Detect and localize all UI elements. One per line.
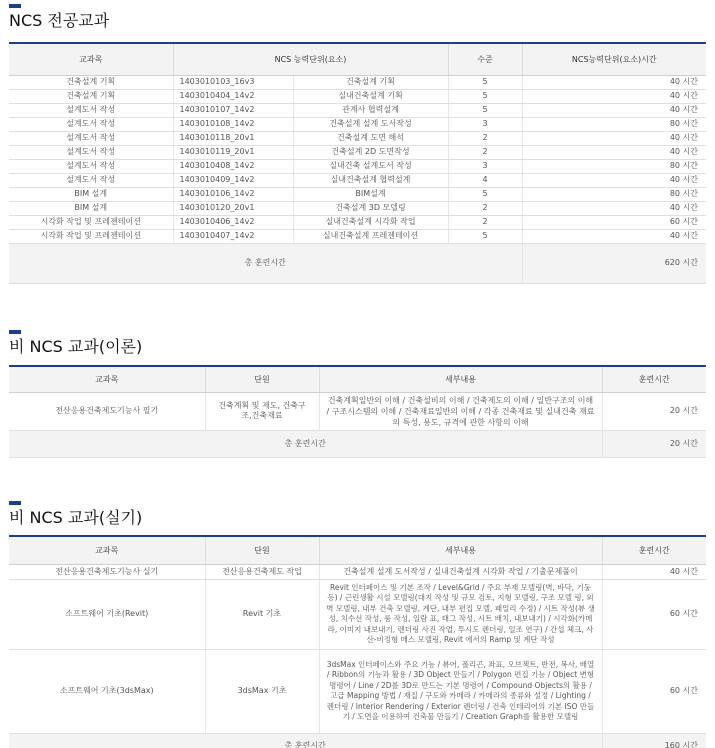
header-content: 세부내용 <box>319 536 602 564</box>
cell-subject: BIM 설계 <box>9 201 173 215</box>
cell-level: 4 <box>448 173 522 187</box>
table-row <box>9 117 706 131</box>
header-subject: 교과목 <box>9 536 205 564</box>
cell-content: Revit 인터페이스 및 기본 조작 / Level&Grid / 주요 부재 모델링(벽, 바닥, 기둥 등) / 근린생활 시설 모델링(대지 작성 및 규모 검토, 지형 모델링, 구조 모델 링, 외벽 모델링, 내부 건축 모델링, 계단, 내부 편집 모델, 패밀리 수정) / 시트 작성(뷰 생성, 치수선 작성, 룸 작성, 일람 표, 태그 작성, 시트 배치, 내보내기) / 시각화(카메라, 이미지 내보내기, 렌더링 사진 작업, 투시도 렌더링, 일조 연구) / 간섭 체크, 사산-비정형 매스 모델링, Revit 에서의 Ramp 및 계단 작성 <box>319 579 602 649</box>
cell-hours: 40 시간 <box>522 103 706 117</box>
cell-hours: 40 시간 <box>522 75 706 89</box>
ncs-major-table-body <box>9 75 706 243</box>
total-label: 총 훈련시간 <box>9 243 522 283</box>
section-title <box>9 8 706 34</box>
cell-unit: 실내건축설계 프레젠테이션 <box>293 229 448 243</box>
section-title <box>9 334 706 360</box>
cell-level: 2 <box>448 215 522 229</box>
ncs-major-table <box>9 42 706 284</box>
cell-subject: 설계도서 작성 <box>9 173 173 187</box>
cell-hours: 40 시간 <box>522 89 706 103</box>
cell-subject: 시각화 작업 및 프레젠테이션 <box>9 215 173 229</box>
cell-code: 1403010409_14v2 <box>173 173 293 187</box>
cell-level: 5 <box>448 229 522 243</box>
cell-unit: 실내건축설계 협력설계 <box>293 173 448 187</box>
table-header-row <box>9 43 706 75</box>
table-row <box>9 201 706 215</box>
cell-unit: 건축설계 3D 모델링 <box>293 201 448 215</box>
table-row <box>9 649 706 733</box>
cell-unit: 실내건축설계 시각화 작업 <box>293 215 448 229</box>
table-header-row <box>9 536 706 564</box>
table-row <box>9 145 706 159</box>
cell-hours: 60 시간 <box>602 649 706 733</box>
table-row <box>9 187 706 201</box>
cell-hours: 40 시간 <box>522 173 706 187</box>
cell-subject: BIM 설계 <box>9 187 173 201</box>
total-hours: 620 시간 <box>522 243 706 283</box>
cell-content: 건축설계 설계 도서작성 / 실내건축설계 시각화 작업 / 기출문제풀이 <box>319 564 602 579</box>
cell-hours: 20 시간 <box>602 392 706 430</box>
cell-code: 1403010103_16v3 <box>173 75 293 89</box>
section-title <box>9 505 706 531</box>
table-row <box>9 75 706 89</box>
table-header-row <box>9 366 706 392</box>
cell-unit: 전산응용건축제도 작업 <box>205 564 319 579</box>
title-marker <box>9 4 21 8</box>
cell-level: 5 <box>448 103 522 117</box>
cell-code: 1403010108_14v2 <box>173 117 293 131</box>
cell-hours: 60 시간 <box>602 579 706 649</box>
total-hours: 160 시간 <box>602 733 706 748</box>
table-row <box>9 103 706 117</box>
cell-unit: 실내건축설계 기획 <box>293 89 448 103</box>
header-hours: 훈련시간 <box>602 366 706 392</box>
total-label: 총 훈련시간 <box>9 733 602 748</box>
header-unit: 단원 <box>205 536 319 564</box>
table-row <box>9 159 706 173</box>
cell-subject: 전산응용건축제도기능사 필기 <box>9 392 205 430</box>
cell-code: 1403010404_14v2 <box>173 89 293 103</box>
cell-subject: 설계도서 작성 <box>9 103 173 117</box>
cell-code: 1403010107_14v2 <box>173 103 293 117</box>
cell-hours: 40 시간 <box>602 564 706 579</box>
cell-unit: 건축계획 및 제도, 건축구조,건축재료 <box>205 392 319 430</box>
cell-code: 1403010408_14v2 <box>173 159 293 173</box>
section-ncs-major <box>9 8 706 284</box>
cell-hours: 40 시간 <box>522 131 706 145</box>
cell-code: 1403010119_20v1 <box>173 145 293 159</box>
section-title-text: 비 NCS 교과(실기) <box>9 508 143 527</box>
title-marker <box>9 501 21 505</box>
cell-subject: 설계도서 작성 <box>9 159 173 173</box>
header-ncs-unit: NCS 능력단위(요소) <box>173 43 448 75</box>
total-row <box>9 243 706 283</box>
cell-code: 1403010106_14v2 <box>173 187 293 201</box>
header-subject: 교과목 <box>9 43 173 75</box>
cell-hours: 80 시간 <box>522 187 706 201</box>
cell-level: 5 <box>448 75 522 89</box>
table-row <box>9 229 706 243</box>
cell-level: 2 <box>448 131 522 145</box>
cell-hours: 40 시간 <box>522 201 706 215</box>
total-label: 총 훈련시간 <box>9 430 602 457</box>
cell-level: 3 <box>448 159 522 173</box>
section-title-text: 비 NCS 교과(이론) <box>9 337 143 356</box>
section-non-ncs-practice <box>9 505 706 748</box>
cell-subject: 건축설계 기획 <box>9 75 173 89</box>
header-unit: 단원 <box>205 366 319 392</box>
cell-subject: 설계도서 작성 <box>9 145 173 159</box>
cell-code: 1403010407_14v2 <box>173 229 293 243</box>
cell-hours: 60 시간 <box>522 215 706 229</box>
cell-level: 2 <box>448 145 522 159</box>
cell-unit: Revit 기초 <box>205 579 319 649</box>
table-row <box>9 579 706 649</box>
table-row <box>9 564 706 579</box>
table-row <box>9 392 706 430</box>
cell-hours: 40 시간 <box>522 145 706 159</box>
cell-level: 3 <box>448 117 522 131</box>
header-hours: 훈련시간 <box>602 536 706 564</box>
table-row <box>9 215 706 229</box>
section-title-text: NCS 전공교과 <box>9 11 110 30</box>
total-row <box>9 733 706 748</box>
cell-level: 2 <box>448 201 522 215</box>
title-marker <box>9 330 21 334</box>
cell-unit: 건축설계 도면 해석 <box>293 131 448 145</box>
cell-unit: 관계사 협력설계 <box>293 103 448 117</box>
cell-hours: 40 시간 <box>522 229 706 243</box>
section-non-ncs-theory <box>9 334 706 458</box>
table-row <box>9 89 706 103</box>
cell-subject: 소프트웨어 기초(3dsMax) <box>9 649 205 733</box>
header-content: 세부내용 <box>319 366 602 392</box>
cell-unit: 건축설계 기획 <box>293 75 448 89</box>
cell-unit: BIM설계 <box>293 187 448 201</box>
non-ncs-practice-table <box>9 535 706 748</box>
header-subject: 교과목 <box>9 366 205 392</box>
cell-subject: 소프트웨어 기초(Revit) <box>9 579 205 649</box>
cell-subject: 설계도서 작성 <box>9 131 173 145</box>
header-level: 수준 <box>448 43 522 75</box>
cell-content: 건축계획일반의 이해 / 건축설비의 이해 / 건축제도의 이해 / 일반구조의 이해 / 구조시스템의 이해 / 건축재료일반의 이해 / 각종 건축재료 및 실내건축 재료의 특성, 용도, 규격에 관한 사항의 이해 <box>319 392 602 430</box>
table-row <box>9 173 706 187</box>
cell-level: 5 <box>448 89 522 103</box>
cell-code: 1403010118_20v1 <box>173 131 293 145</box>
cell-code: 1403010406_14v2 <box>173 215 293 229</box>
cell-hours: 80 시간 <box>522 117 706 131</box>
cell-subject: 건축설계 기획 <box>9 89 173 103</box>
cell-unit: 건축설계 2D 도면작성 <box>293 145 448 159</box>
cell-unit: 건축설계 설계 도서작성 <box>293 117 448 131</box>
cell-unit: 실내건축 설계도서 작성 <box>293 159 448 173</box>
cell-unit: 3dsMax 기초 <box>205 649 319 733</box>
non-ncs-theory-table <box>9 365 706 458</box>
cell-code: 1403010120_20v1 <box>173 201 293 215</box>
cell-subject: 전산응용건축제도기능사 실기 <box>9 564 205 579</box>
table-row <box>9 131 706 145</box>
total-row <box>9 430 706 457</box>
cell-content: 3dsMax 인터페이스와 주요 기능 / 뷰어, 폴리곤, 좌표, 오브젝트, 반전, 복사, 배열 / Ribbon의 기능과 활용 / 3D Object 만들기 / Polygon 편집 기능 / Object 변형 명령어 / Line / 2D를 3D로 만드는 기본 명령어 / Compound Objects의 활용 / 고급 Mapping 방법 / 재질 / 구도와 카메라 / 카메라의 종류와 설정 / Lighting / 렌더링 / Interior Rendering / Exterior 렌더링 / 건축 인테리어의 기본 ISO 만들기 / 도면을 이용하여 건축물 만들기 / Creation Graph를 활용한 모델링 <box>319 649 602 733</box>
total-hours: 20 시간 <box>602 430 706 457</box>
header-hours: NCS능력단위(요소)시간 <box>522 43 706 75</box>
cell-level: 5 <box>448 187 522 201</box>
cell-hours: 80 시간 <box>522 159 706 173</box>
cell-subject: 시각화 작업 및 프레젠테이션 <box>9 229 173 243</box>
cell-subject: 설계도서 작성 <box>9 117 173 131</box>
